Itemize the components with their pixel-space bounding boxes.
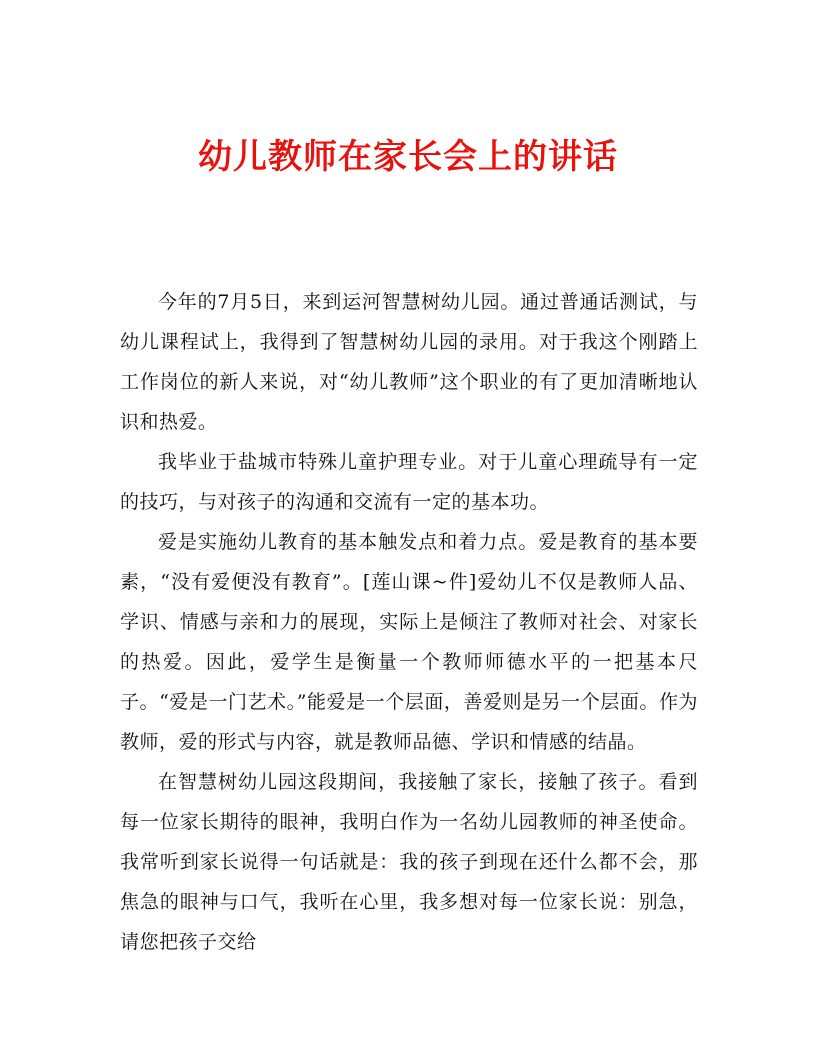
document-title: 幼儿教师在家长会上的讲话 [198, 136, 618, 177]
paragraph-3: 爱是实施幼儿教育的基本触发点和着力点。爱是教育的基本要素，“没有爱便没有教育”。[莲山课~件]爱幼儿不仅是教师人品、学识、情感与亲和力的展现，实际上是倾注了教师对社会、对家长的热爱。因此，爱学生是衡量一个教师师德水平的一把基本尺子。“爱是一门艺术。”能爱是一个层面，善爱则是另一个层面。作为教师，爱的形式与内容，就是教师品德、学识和情感的结晶。 [120, 531, 698, 753]
document-body [120, 282, 698, 962]
paragraph-2: 我毕业于盐城市特殊儿童护理专业。对于儿童心理疏导有一定的技巧，与对孩子的沟通和交流有一定的基本功。 [120, 451, 698, 513]
paragraph-1: 今年的7月5日，来到运河智慧树幼儿园。通过普通话测试，与幼儿课程试上，我得到了智慧树幼儿园的录用。对于我这个刚踏上工作岗位的新人来说，对“幼儿教师”这个职业的有了更加清晰地认识和热爱。 [120, 291, 698, 433]
paragraph-4: 在智慧树幼儿园这段期间，我接触了家长，接触了孩子。看到每一位家长期待的眼神，我明白作为一名幼儿园教师的神圣使命。我常听到家长说得一句话就是：我的孩子到现在还什么都不会，那焦急的眼神与口气，我听在心里，我多想对每一位家长说：别急，请您把孩子交给 [120, 771, 698, 953]
